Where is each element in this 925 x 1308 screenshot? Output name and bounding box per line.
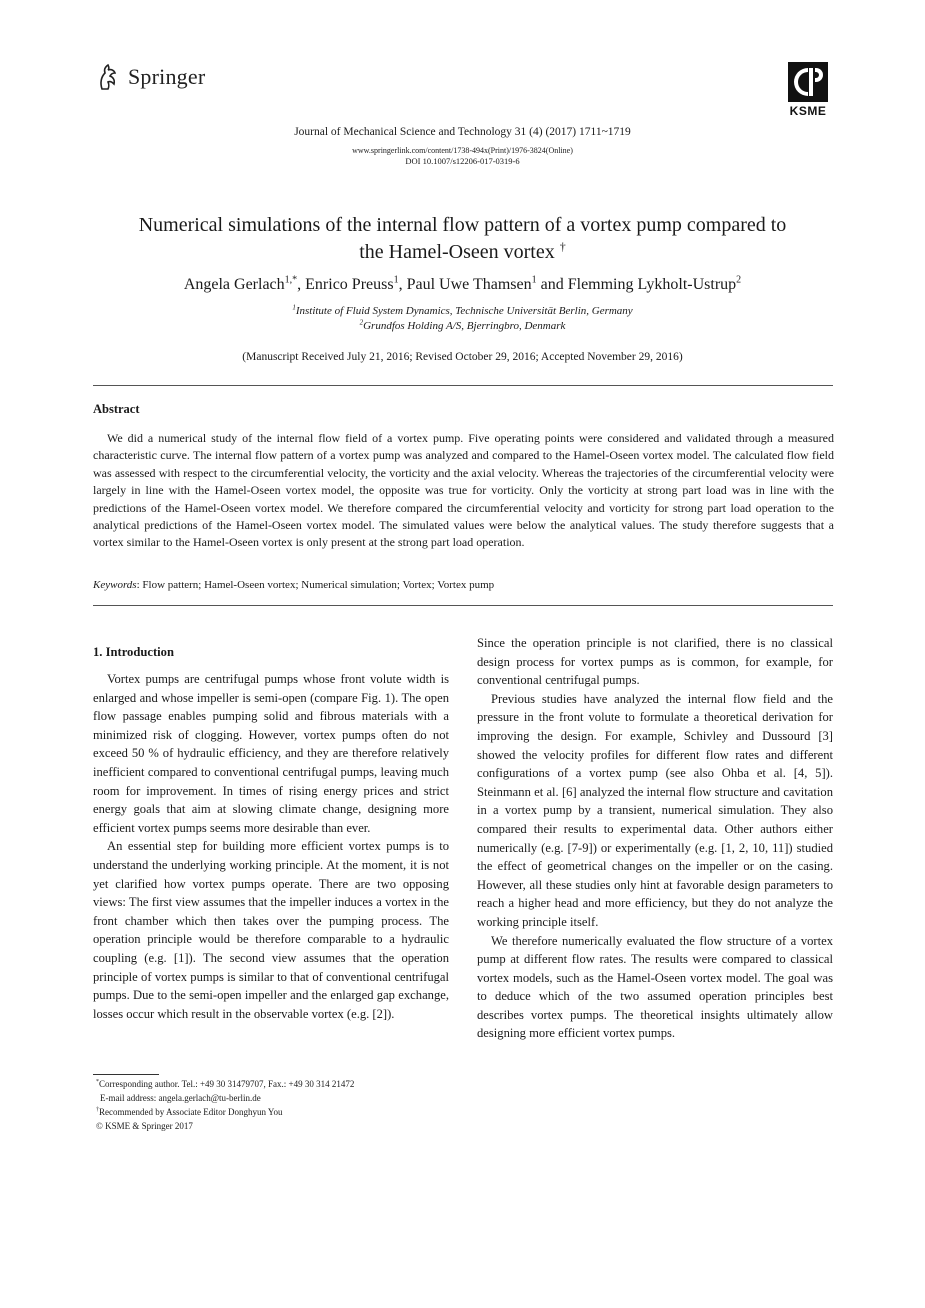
abstract-heading: Abstract [93, 402, 140, 416]
recommended-by: †Recommended by Associate Editor Donghyun You [96, 1107, 283, 1117]
author-name: Enrico Preuss [305, 276, 394, 293]
journal-url: www.springerlink.com/content/1738-494x(Print)/1976-3824(Online) [352, 146, 573, 155]
copyright: © KSME & Springer 2017 [96, 1121, 193, 1131]
section-heading: 1. Introduction [93, 645, 174, 659]
paragraph: An essential step for building more efficient vortex pumps is to understand the underlying working principle. At the moment, it is not yet clarified how vortex pumps operate. There are two opposing views: The first view assumes that the impeller induces a vortex in the front chamber which then takes over the pumping process. The operation principle would be therefore comparable to a hydraulic coupling (e.g. [1]). The second view assumes that the operation principle of vortex pumps is similar to that of conventional centrifugal pumps. Due to the semi-open impeller and the enlarged gap exchange, losses occur which result in the observable vortex (e.g. [2]). [93, 839, 449, 1021]
footnote-rule [93, 1074, 159, 1075]
author-name: Paul Uwe Thamsen [406, 276, 532, 293]
paper-title: Numerical simulations of the internal flow pattern of a vortex pump compared to the Hamel-Oseen vortex † [138, 214, 787, 263]
email: E-mail address: angela.gerlach@tu-berlin.de [100, 1093, 261, 1103]
divider [93, 605, 833, 606]
doi: DOI 10.1007/s12206-017-0319-6 [405, 156, 520, 166]
keywords: Keywords: Flow pattern; Hamel-Oseen vortex; Numerical simulation; Vortex; Vortex pump [93, 579, 495, 591]
ksme-logo [783, 62, 833, 120]
footnotes [96, 1077, 456, 1133]
springer-horse-icon [96, 63, 120, 91]
author-list: Angela Gerlach$^{1,*}$, Enrico Preuss$^1$, Paul Uwe Thamsen$^1$ and Flemming Lykholt-Ustrup$^2$ [183, 274, 742, 293]
ksme-label: KSME [789, 104, 827, 118]
paragraph: We therefore numerically evaluated the flow structure of a vortex pump at different flow rates. The results were compared to classical vortex models, such as the Hamel-Oseen vortex model. The goal was to deduce which of the two assumed operation principles best describes vortex pumps. The theoretical insights ultimately allow designing more efficient vortex pumps. [477, 933, 833, 1041]
paragraph: Previous studies have analyzed the internal flow field and the pressure in the front volute to formulate a theoretical derivation for improving the design. For example, Schivley and Dussourd [3] showed the velocity profiles for different flow rates and different configurations of a vortex pump (see also Ohba et al. [4, 5]). Steinmann et al. [6] analyzed the internal flow structure and cavitation in a vortex pump by a transient, numerical simulation. They also compared their results to experimental data. Other authors either numerically (e.g. [7-9]) or experimentally (e.g. [1, 2, 10, 11]) studied the effect of geometrical changes on the impeller or on the casing. However, all these studies only hint at favorable design parameters to reach a higher head and more efficiency, but they do not analyze the working principle itself. [477, 691, 833, 929]
publisher-name: Springer [128, 64, 206, 89]
paragraph: Since the operation principle is not clarified, there is no classical design process for vortex pumps as is common, for example, for conventional centrifugal pumps. [477, 636, 833, 688]
paragraph: Vortex pumps are centrifugal pumps whose front volute width is enlarged and whose impeller is semi-open (compare Fig. 1). The open flow passage enables pumping solid and fibrous materials with a minimized risk of clogging. However, vortex pumps often do not exceed 50 % of hydraulic efficiency, and they are therefore relatively inefficient compared to conventional centrifugal pumps, leaving much room for improvement. In times of rising energy prices and strict energy goals that aim at slowing climate change, designing more efficient vortex pumps seems more desirable than ever. [93, 672, 449, 835]
springer-logo [96, 62, 205, 92]
author-name: Angela Gerlach [183, 276, 285, 293]
right-column [477, 634, 833, 1043]
author-name: Flemming Lykholt-Ustrup [567, 276, 737, 293]
left-column [93, 670, 449, 1023]
manuscript-dates: (Manuscript Received July 21, 2016; Revised October 29, 2016; Accepted November 29, 2016) [242, 351, 683, 363]
abstract-text: We did a numerical study of the internal flow field of a vortex pump. Five operating points were considered and validated through a measured characteristic curve. The internal flow pattern of a vortex pump was analyzed and compared to the Hamel-Oseen vortex model. The calculated flow field was assessed with respect to the circumferential velocity, the vorticity and the axial velocity. Whereas the trajectories of the circumferential velocity were largely in line with the Hamel-Oseen vortex model, the opposite was true for vorticity. Only the vorticity at strong part load was in line with the predictions of the Hamel-Oseen vortex model. We therefore compared the circumferential velocity and vorticity for strong part load operation to the analytical predictions of the Hamel-Oseen vortex model. The simulated values were below the analytical values. The study therefore suggests that a vortex similar to the Hamel-Oseen vortex is only present at the strong part load operation. [93, 431, 834, 550]
corresponding-author: *Corresponding author. Tel.: +49 30 31479707, Fax.: +49 30 314 21472 [96, 1079, 355, 1089]
divider [93, 385, 833, 386]
affiliation: $^2$Grundfos Holding A/S, Bjerringbro, Denmark [359, 318, 566, 332]
title-dagger: † [559, 239, 566, 254]
journal-citation: Journal of Mechanical Science and Technology 31 (4) (2017) 1711~1719 [294, 126, 631, 138]
ksme-emblem-icon [788, 62, 828, 102]
affiliation: $^1$Institute of Fluid System Dynamics, Technische Universität Berlin, Germany [292, 303, 633, 317]
